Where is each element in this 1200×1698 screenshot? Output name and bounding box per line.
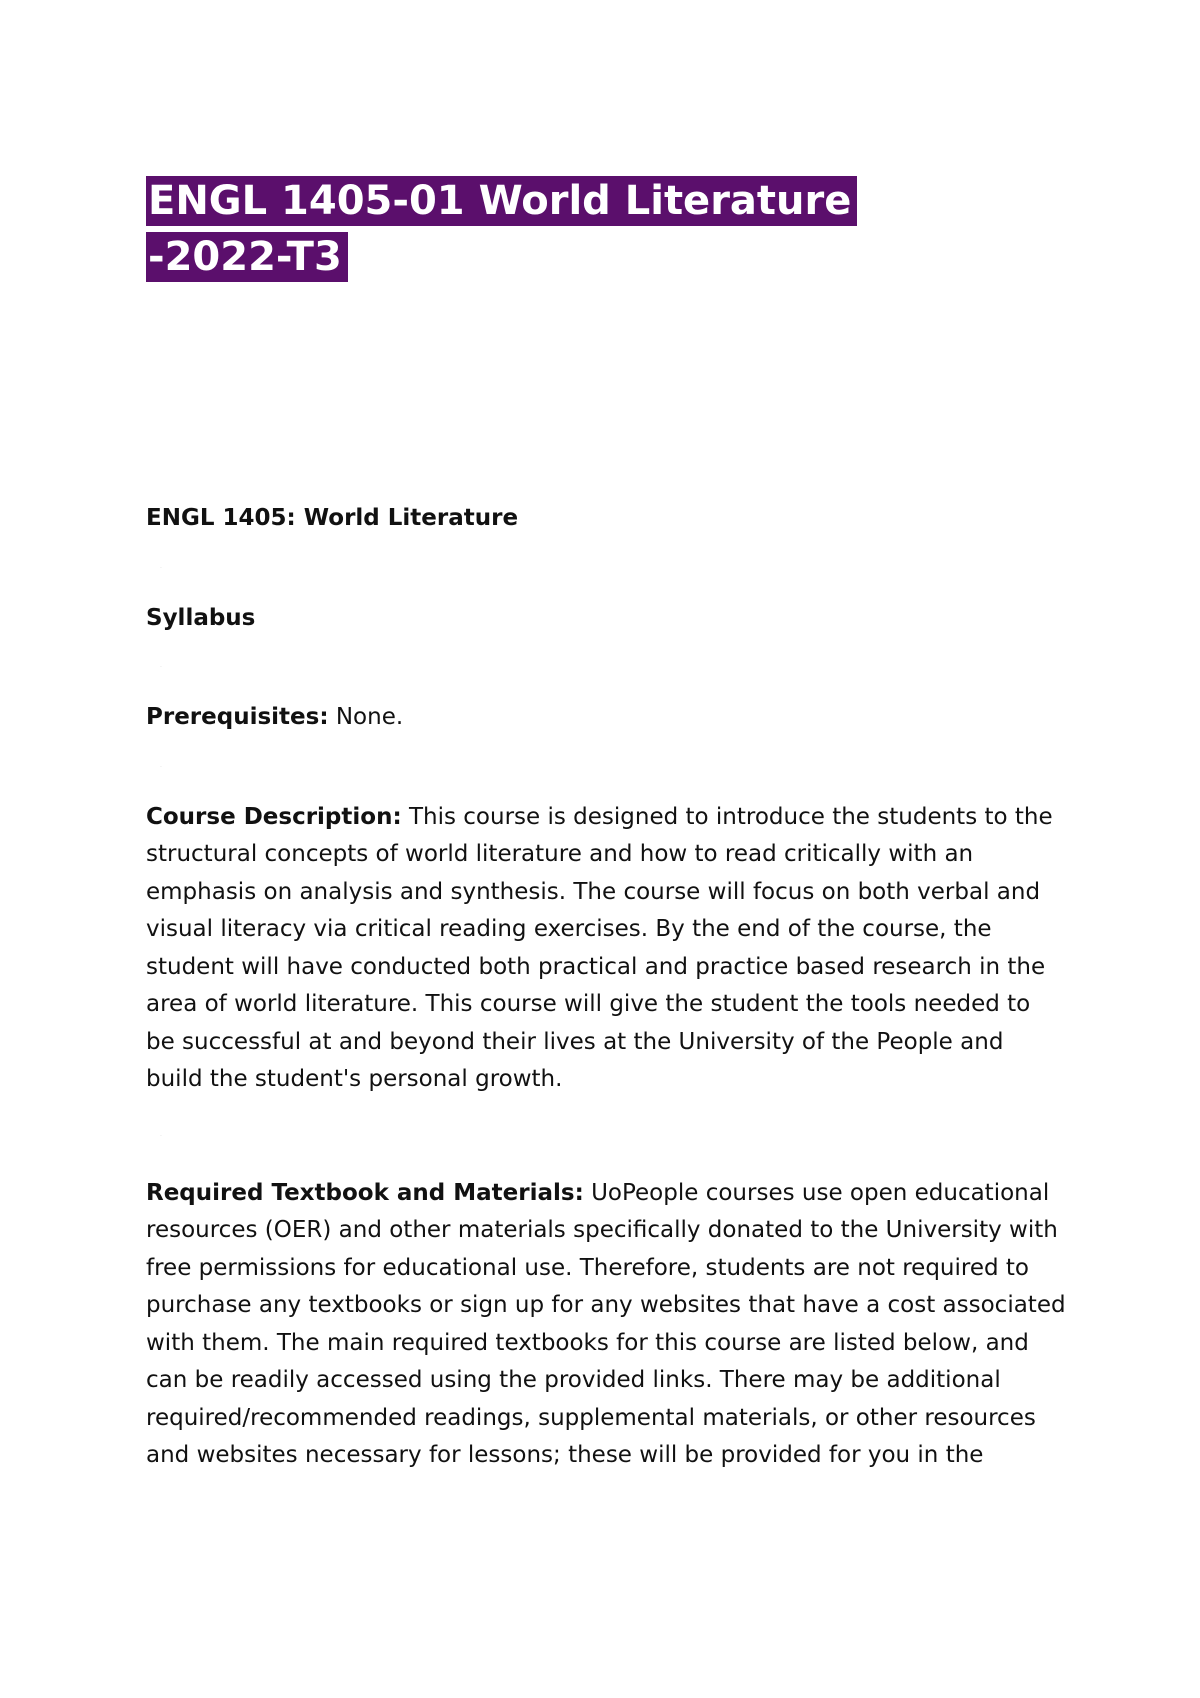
prerequisites-paragraph: [146, 699, 1066, 737]
title-line-1: ENGL 1405-01 World Literature: [146, 176, 857, 226]
textbook-text: UoPeople courses use open educational resources (OER) and other materials specifically donated to the University with free permissions for educational use. Therefore, students are not required to purchase any textbooks or sign up for any websites that have a cost associated with them. The main required textbooks for this course are listed below, and can be readily accessed using the provided links. There may be additional required/recommended readings, supplemental materials, or other resources and websites necessary for lessons; these will be provided for you in the: [146, 1179, 1066, 1468]
textbook-label: Required Textbook and Materials:: [146, 1179, 584, 1206]
title-line-2: -2022-T3: [146, 232, 348, 282]
textbook-paragraph: [146, 1175, 1066, 1475]
prerequisites-label: Prerequisites:: [146, 704, 329, 730]
paragraph-spacer: ·: [160, 763, 162, 771]
paragraph-spacer: ·: [160, 564, 162, 572]
course-description-text: This course is designed to introduce the students to the structural concepts of world literature and how to read critically with an emphasis on analysis and synthesis. The course will focus on both verbal and visual literacy via critical reading exercises. By the end of the course, the student will have conducted both practical and practice based research in the area of world literature. This course will give the student the tools needed to be successful at and beyond their lives at the University of the People and build the student's personal growth.: [146, 803, 1053, 1092]
course-description-paragraph: [146, 799, 1066, 1099]
paragraph-spacer: ·: [160, 664, 162, 671]
paragraph-spacer: ·: [160, 1132, 162, 1140]
prerequisites-value: None.: [328, 704, 404, 730]
document-title: [146, 176, 976, 288]
course-heading: ENGL 1405: World Literature: [146, 505, 519, 531]
document-body: [146, 500, 1066, 1475]
course-description-label: Course Description:: [146, 803, 402, 830]
syllabus-heading: Syllabus: [146, 604, 256, 631]
